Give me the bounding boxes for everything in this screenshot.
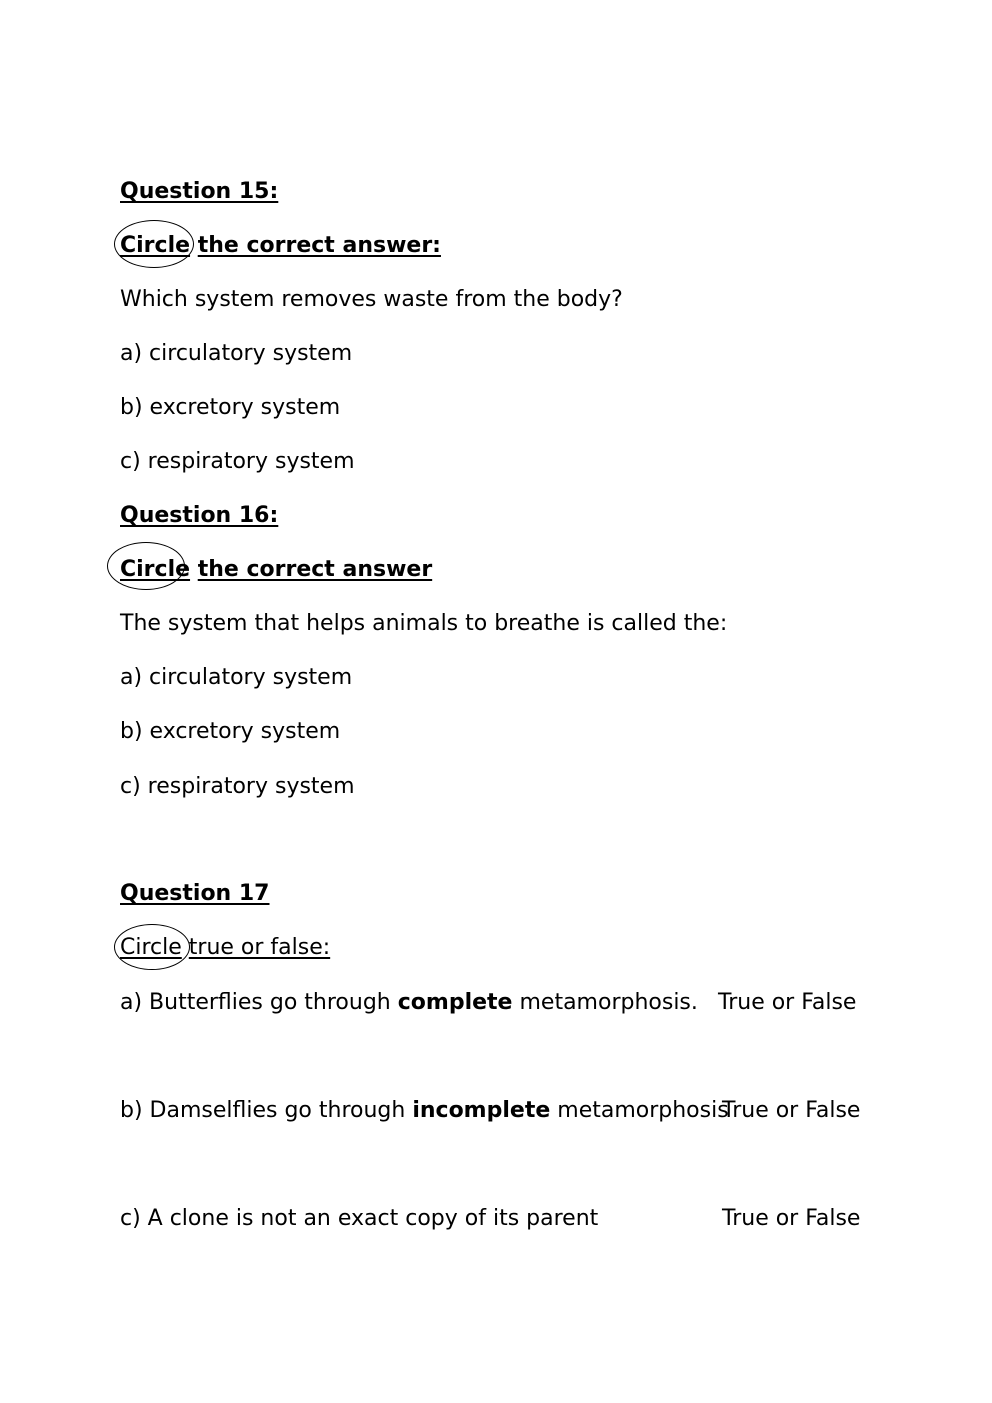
q15-circle-word: Circle bbox=[120, 232, 190, 260]
q17-choice-a[interactable]: True or False bbox=[718, 990, 857, 1015]
q16-option-a[interactable]: a) circulatory system bbox=[120, 665, 353, 690]
q15-title: Question 15: bbox=[120, 179, 279, 204]
q16-title: Question 16: bbox=[120, 503, 279, 528]
q17-statement-c: c) A clone is not an exact copy of its parent bbox=[120, 1206, 599, 1231]
q15-option-a[interactable]: a) circulatory system bbox=[120, 341, 353, 366]
q17-choice-c[interactable]: True or False bbox=[722, 1206, 861, 1231]
q16-circle-word: Circle bbox=[120, 556, 190, 584]
q16-instruction-text: the correct answer bbox=[197, 557, 433, 582]
q16-instruction bbox=[120, 556, 432, 584]
q17-statement-b: b) Damselflies go through incomplete metamorphosis bbox=[120, 1098, 729, 1123]
q16-question: The system that helps animals to breathe is called the: bbox=[120, 611, 728, 636]
q15-instruction-text: the correct answer: bbox=[197, 233, 441, 258]
q17-title: Question 17 bbox=[120, 881, 270, 906]
q17-choice-b[interactable]: True or False bbox=[722, 1098, 861, 1123]
q15-instruction bbox=[120, 232, 441, 260]
q17-circle-word: Circle bbox=[120, 934, 182, 962]
q17-instruction-text: true or false: bbox=[188, 935, 331, 960]
q17-statement-a: a) Butterflies go through complete metamorphosis. bbox=[120, 990, 698, 1015]
q15-option-c[interactable]: c) respiratory system bbox=[120, 449, 355, 474]
q16-option-c[interactable]: c) respiratory system bbox=[120, 774, 355, 799]
q17-instruction bbox=[120, 934, 330, 962]
q16-option-b[interactable]: b) excretory system bbox=[120, 719, 341, 744]
q15-question: Which system removes waste from the body? bbox=[120, 287, 623, 312]
q15-option-b[interactable]: b) excretory system bbox=[120, 395, 341, 420]
